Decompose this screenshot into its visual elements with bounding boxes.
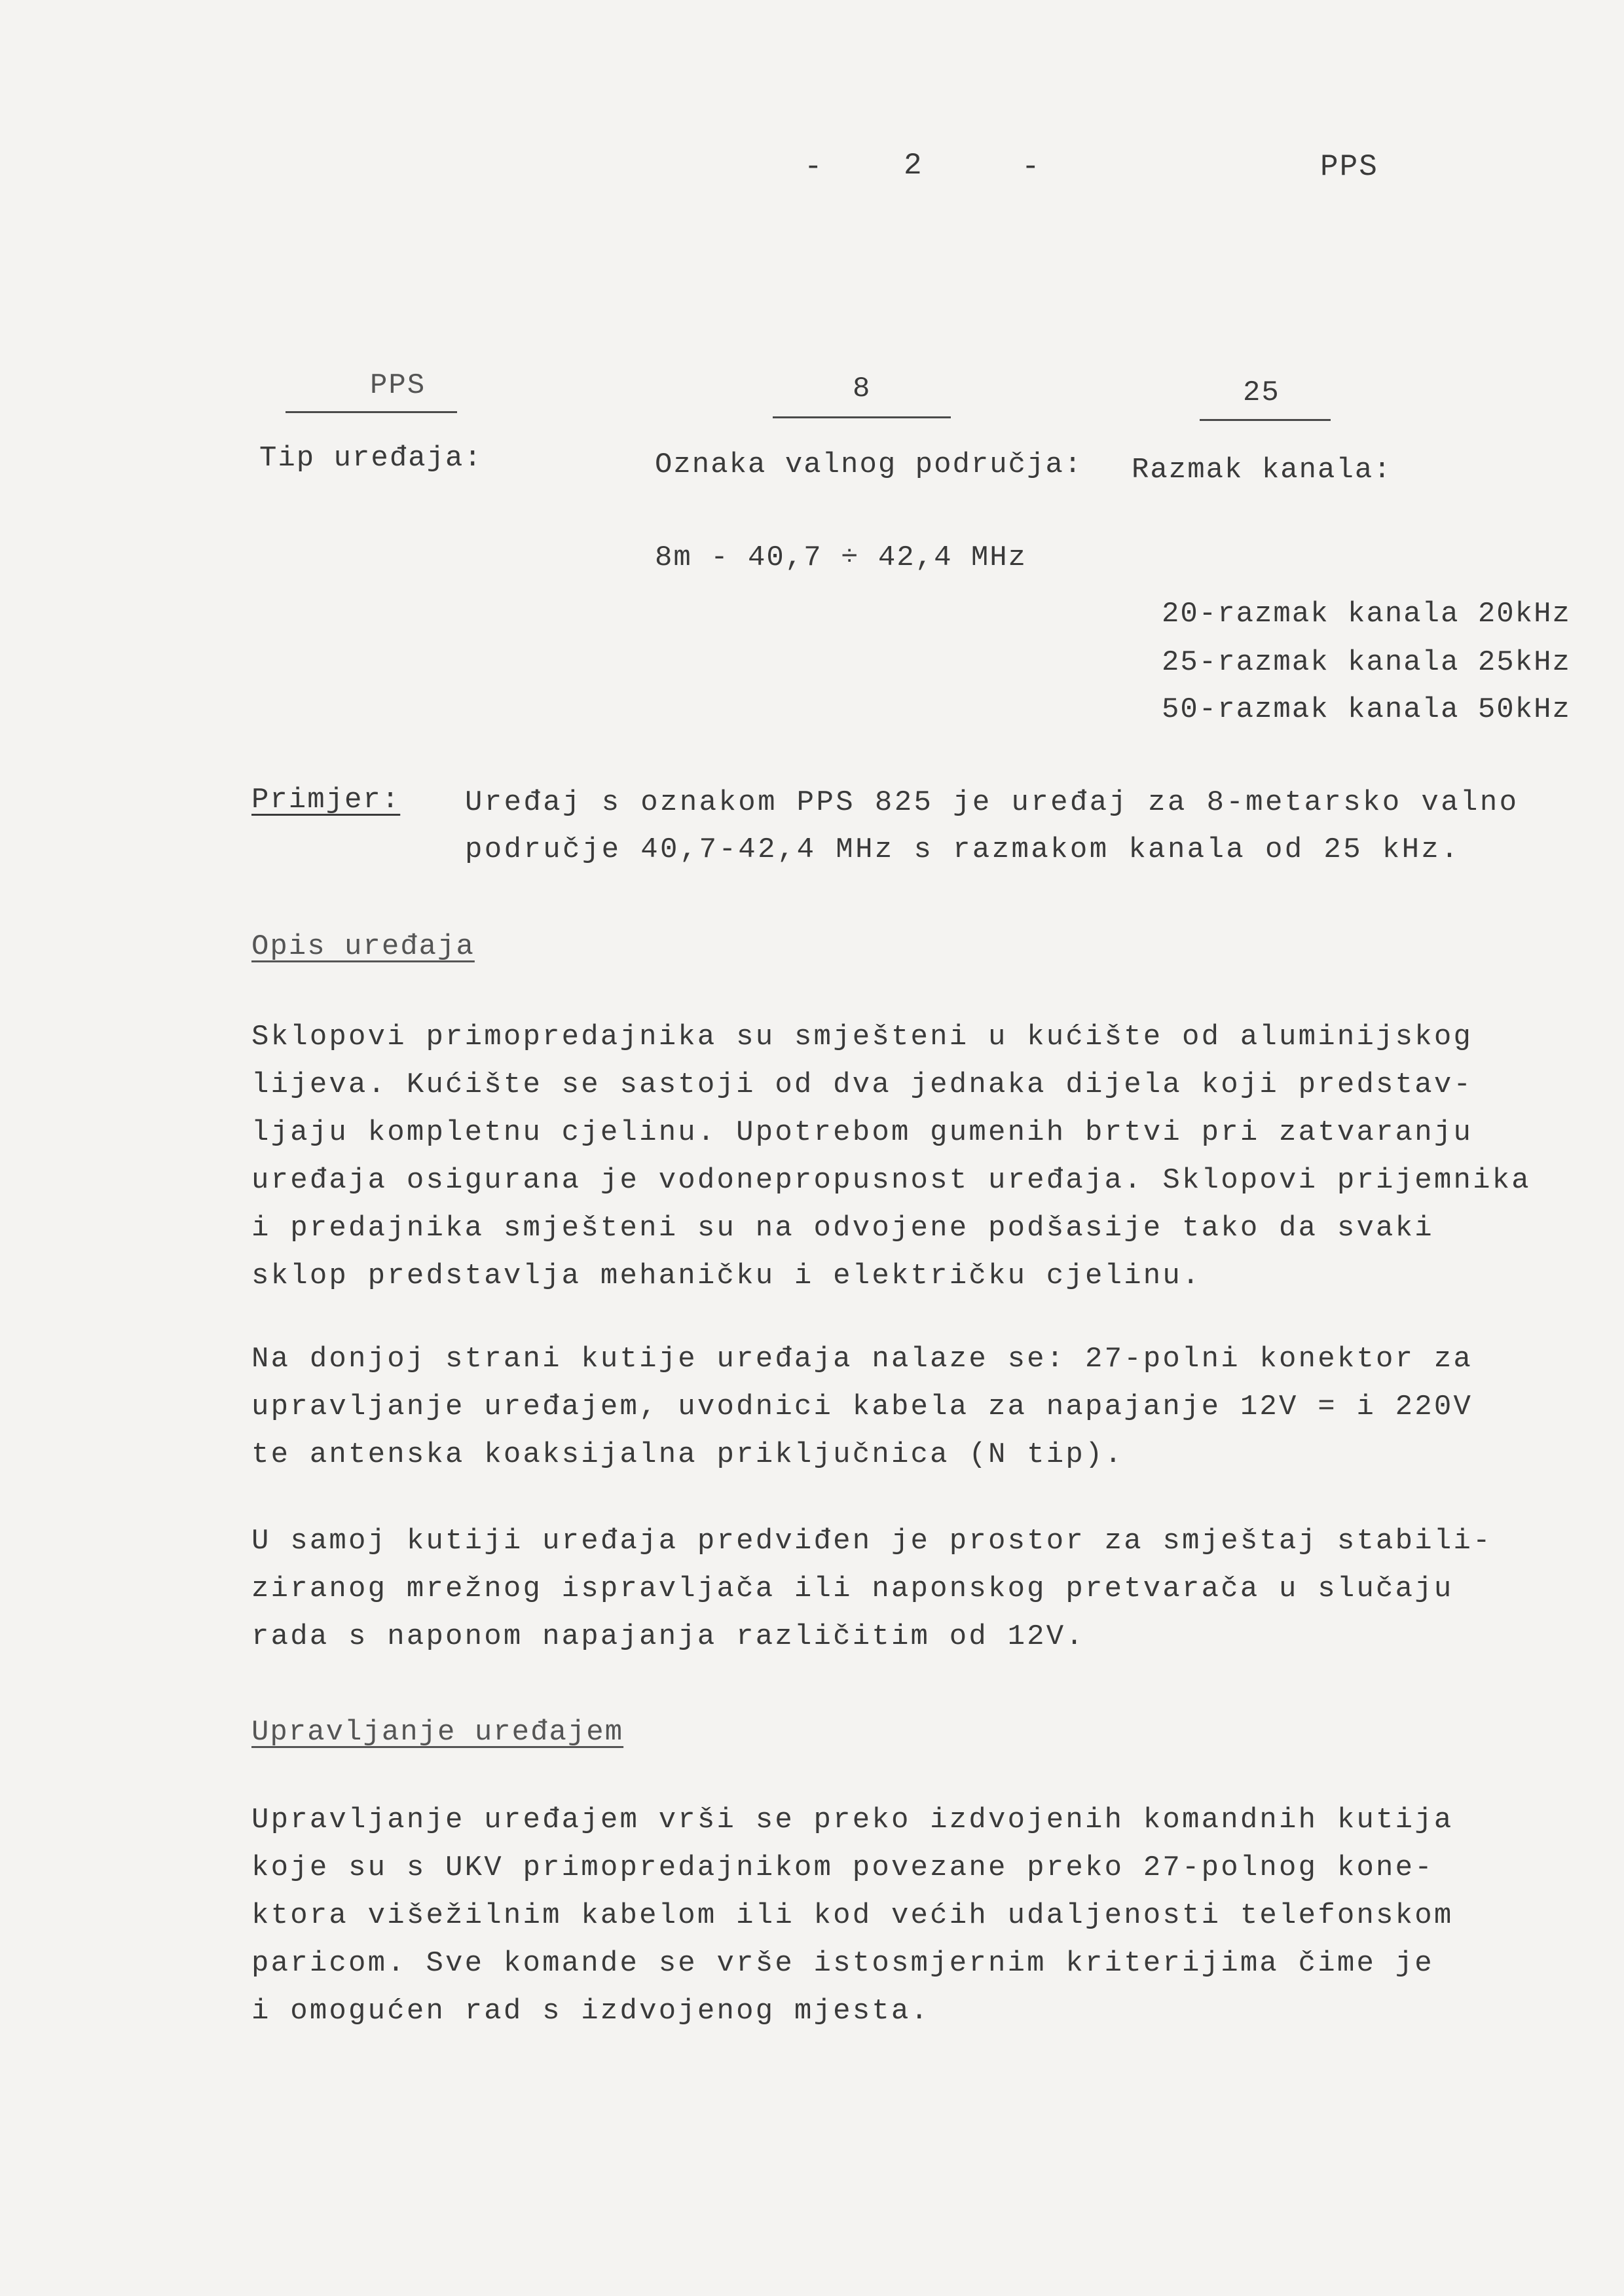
paragraph-line: Na donjoj strani kutije uređaja nalaze se: 27-polni konektor za: [251, 1343, 1473, 1376]
paragraph-line: ktora višežilnim kabelom ili kod većih udaljenosti telefonskom: [251, 1899, 1454, 1932]
section-heading-upravljanje: Upravljanje uređajem: [251, 1716, 624, 1749]
paragraph-line: ljaju kompletnu cjelinu. Upotrebom gumenih brtvi pri zatvaranju: [251, 1116, 1473, 1149]
paragraph-line: ziranog mrežnog ispravljača ili naponskog pretvarača u slučaju: [251, 1573, 1454, 1605]
header-dash-left: -: [804, 150, 824, 184]
section-heading-opis: Opis uređaja: [251, 930, 475, 963]
spacing-label: Razmak kanala:: [1132, 454, 1392, 486]
doc-code: PPS: [1320, 150, 1378, 184]
band-label: Oznaka valnog područja:: [655, 448, 1083, 481]
paragraph: [251, 1336, 1614, 1479]
header-dash-right: -: [1022, 150, 1041, 184]
spacing-option-50: 50-razmak kanala 50kHz: [1162, 693, 1571, 726]
paragraph-line: i predajnika smješteni su na odvojene podšasije tako da svaki: [251, 1212, 1434, 1245]
paragraph-line: Sklopovi primopredajnika su smješteni u kućište od aluminijskog: [251, 1021, 1473, 1053]
paragraph: [251, 1518, 1614, 1661]
spacing-value-rule: [1200, 419, 1331, 421]
page-number: 2: [904, 149, 923, 183]
paragraph-line: paricom. Sve komande se vrše istosmjernim kriterijima čime je: [251, 1947, 1434, 1980]
spacing-option-20: 20-razmak kanala 20kHz: [1162, 598, 1571, 630]
type-value: PPS: [370, 369, 426, 402]
paragraph-line: sklop predstavlja mehaničku i električku cjelinu.: [251, 1260, 1202, 1292]
type-label: Tip uređaja:: [259, 442, 483, 475]
paragraph-line: lijeva. Kućište se sastoji od dva jednaka dijela koji predstav-: [251, 1068, 1473, 1101]
spacing-value: 25: [1243, 376, 1280, 409]
type-value-rule: [286, 411, 457, 413]
spacing-option-25: 25-razmak kanala 25kHz: [1162, 646, 1571, 679]
paragraph-line: te antenska koaksijalna priključnica (N tip).: [251, 1438, 1124, 1471]
paragraph-line: koje su s UKV primopredajnikom povezane preko 27-polnog kone-: [251, 1851, 1434, 1884]
paragraph-line: rada s naponom napajanja različitim od 12V.: [251, 1620, 1085, 1653]
paragraph-line: Upravljanje uređajem vrši se preko izdvojenih komandnih kutija: [251, 1804, 1454, 1836]
band-range: 8m - 40,7 ÷ 42,4 MHz: [655, 541, 1027, 574]
paragraph-line: upravljanje uređajem, uvodnici kabela za napajanje 12V = i 220V: [251, 1391, 1473, 1423]
paragraph-line: i omogućen rad s izdvojenog mjesta.: [251, 1995, 931, 2028]
paragraph-line: uređaja osigurana je vodonepropusnost uređaja. Sklopovi prijemnika: [251, 1164, 1531, 1197]
example-line: Uređaj s oznakom PPS 825 je uređaj za 8-metarsko valno: [465, 786, 1519, 819]
paragraph: [251, 1013, 1614, 1300]
example-line: područje 40,7-42,4 MHz s razmakom kanala od 25 kHz.: [465, 833, 1461, 866]
band-value-rule: [773, 416, 951, 418]
example-label: Primjer:: [251, 784, 401, 816]
band-value: 8: [853, 373, 872, 405]
paragraph-line: U samoj kutiji uređaja predviđen je prostor za smještaj stabili-: [251, 1525, 1492, 1558]
paragraph: [251, 1796, 1614, 2035]
